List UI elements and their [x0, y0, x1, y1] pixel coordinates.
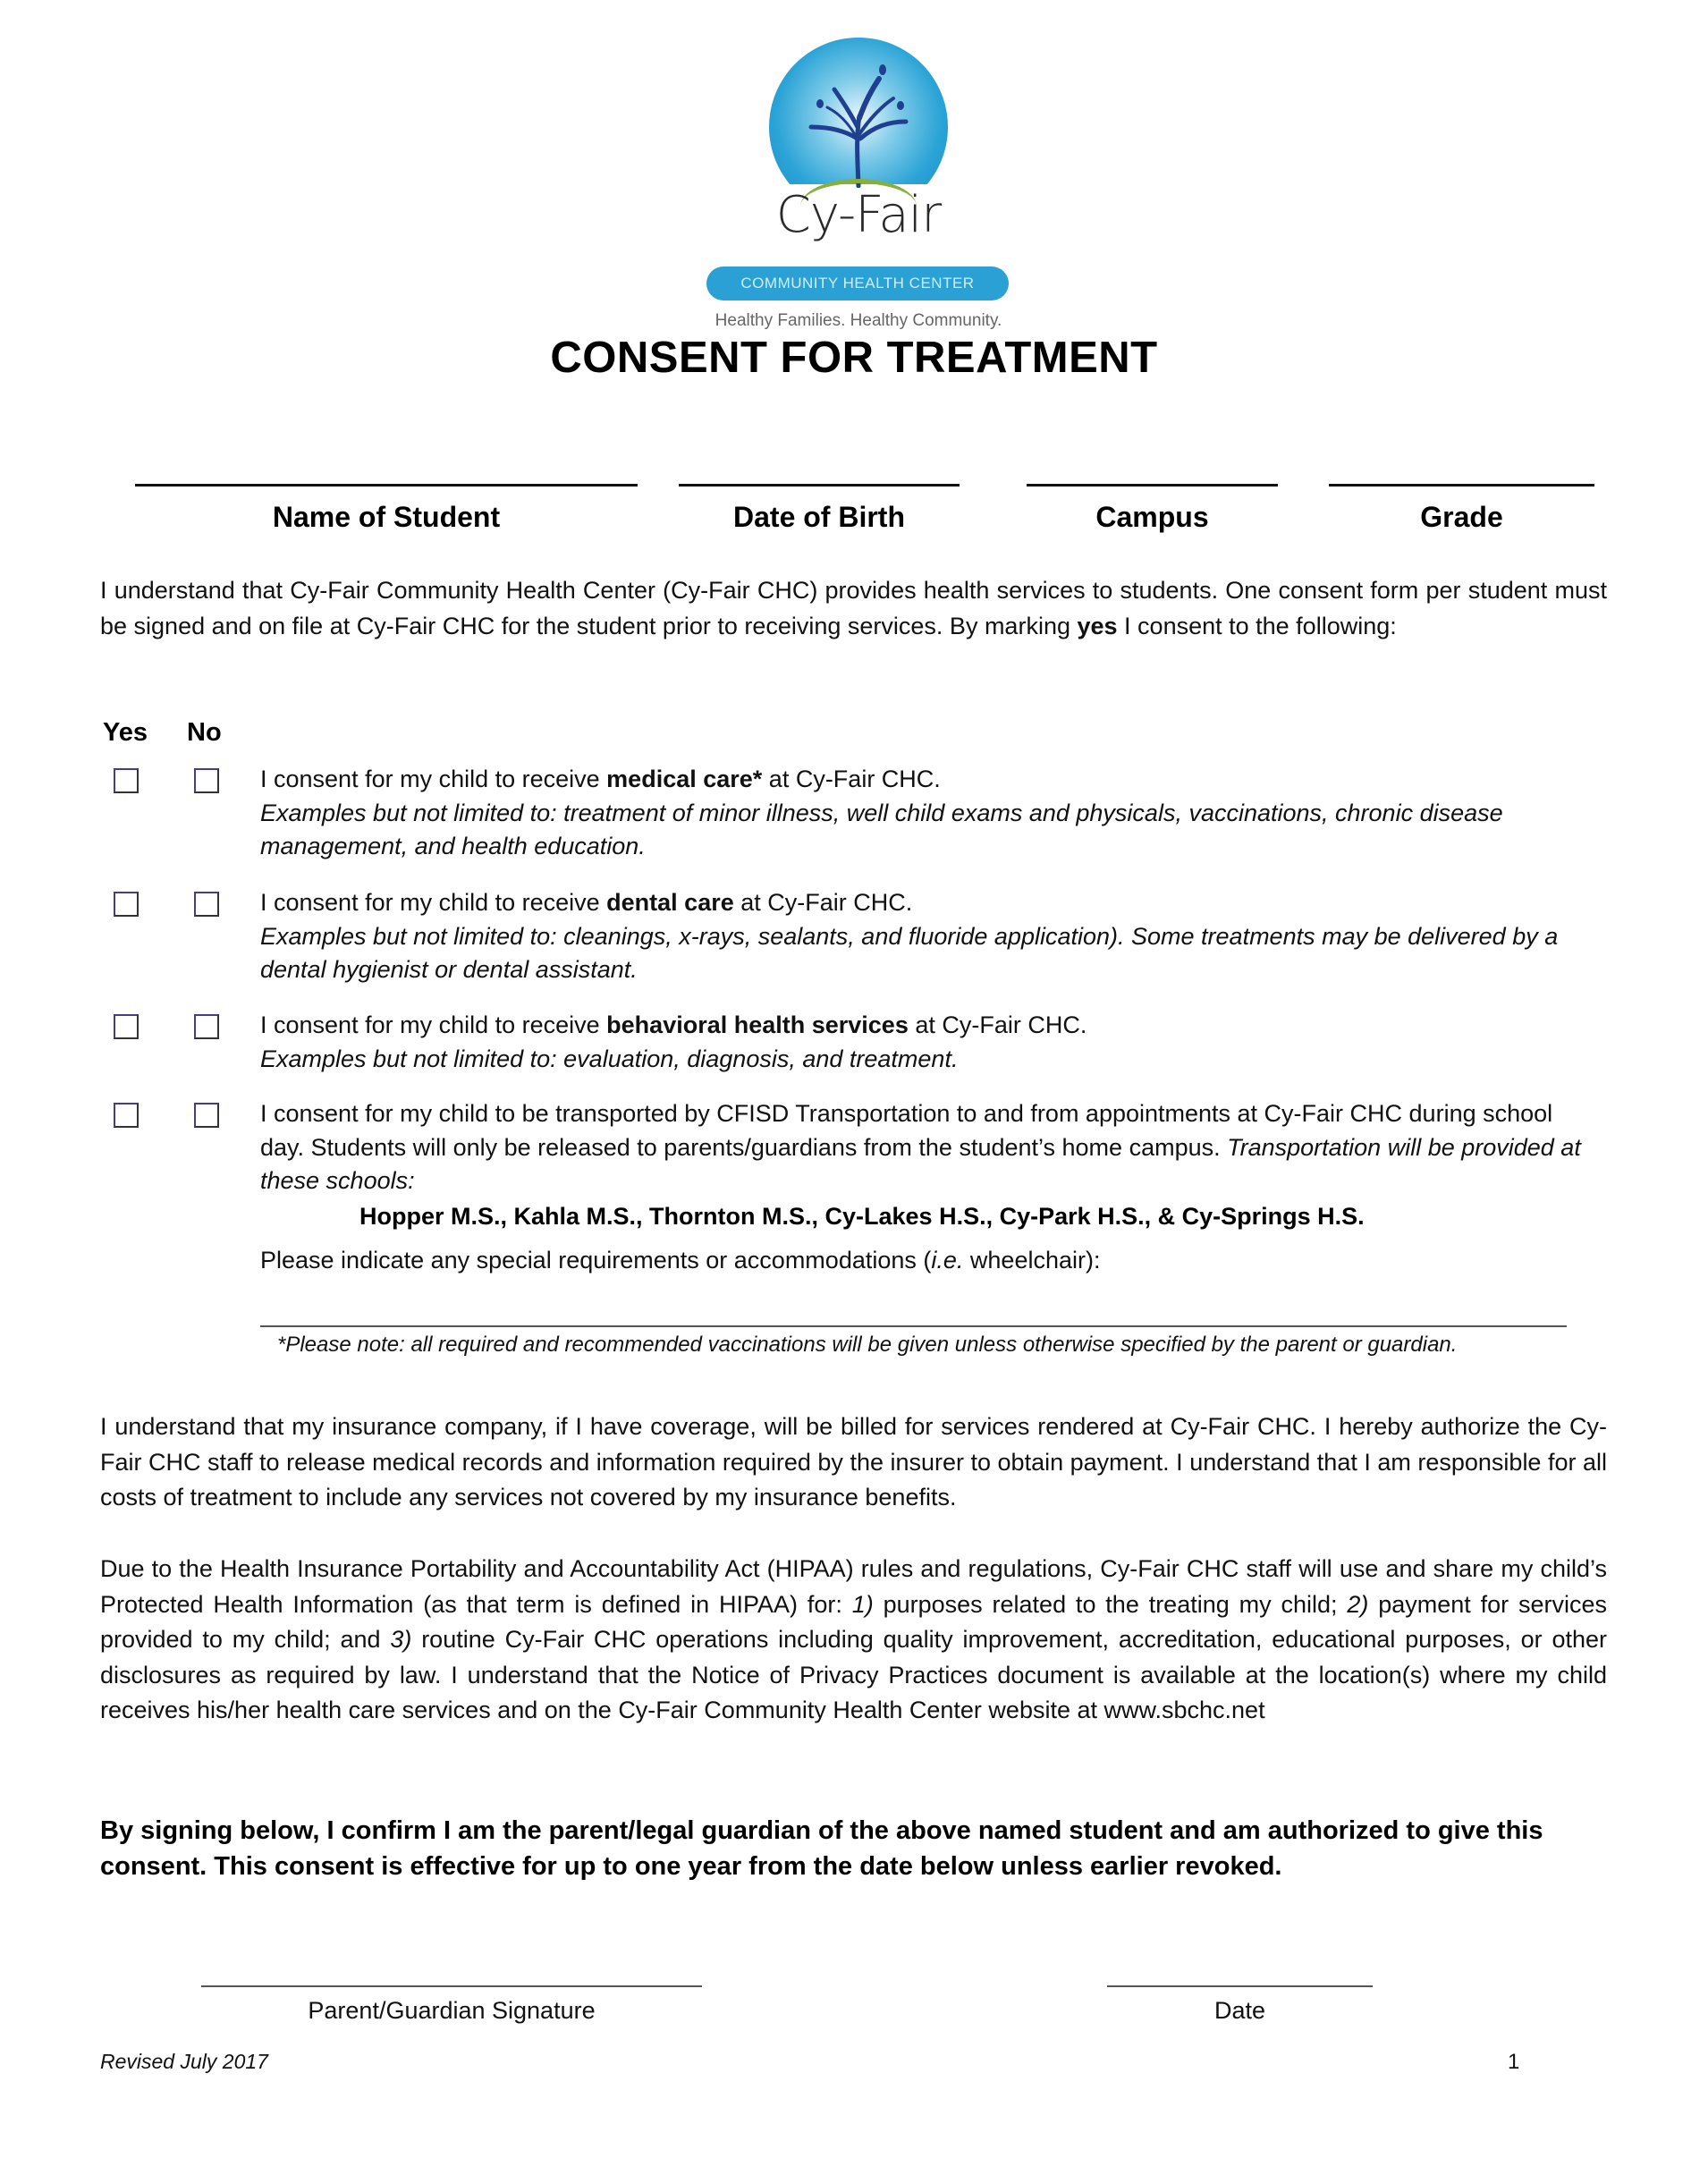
accommodations-ie: i.e.: [931, 1247, 964, 1274]
insurance-paragraph: I understand that my insurance company, if I have coverage, will be billed for services rendered at Cy-Fair CHC. I hereby authorize the Cy-Fair CHC staff to release medical records and information required by the insurer to obtain payment. I understand that I am responsible for all costs of treatment to include any services not covered by my insurance benefits.: [100, 1413, 1607, 1511]
consent-text: I consent for my child to receive: [260, 889, 607, 916]
hipaa-number: 3): [390, 1626, 412, 1653]
consent-text: I consent for my child to receive: [260, 766, 607, 792]
date-of-birth-field[interactable]: [679, 484, 960, 487]
consent-examples: Examples but not limited to: treatment of minor illness, well child exams and physicals, vaccinations, chronic disease management, and health education.: [260, 799, 1503, 859]
logo-subtitle: COMMUNITY HEALTH CENTER: [706, 267, 1009, 300]
campus-label: Campus: [1095, 501, 1209, 533]
hipaa-text: Due to the Health Insurance Portability and Accountability Act (HIPAA) rules and regulations, Cy-Fair CHC staff will use and share my child’s Protected Health Information (as that term is defined in HIPAA) for:: [100, 1555, 1607, 1618]
parent-signature-field[interactable]: [201, 1985, 702, 1987]
grade-field[interactable]: [1329, 484, 1594, 487]
medical-care-yes-checkbox[interactable]: [114, 768, 139, 793]
consent-text: at Cy-Fair CHC.: [733, 889, 913, 916]
hipaa-text: purposes related to the treating my child;: [873, 1590, 1348, 1618]
dental-care-no-checkbox[interactable]: [194, 892, 219, 917]
intro-paragraph: [100, 573, 1607, 644]
intro-text-end: I consent to the following:: [1117, 612, 1397, 639]
consent-bold: dental care: [606, 889, 734, 916]
campus-field[interactable]: [1027, 484, 1278, 487]
behavioral-health-yes-checkbox[interactable]: [114, 1014, 139, 1039]
consent-examples: Examples but not limited to: cleanings, x-rays, sealants, and fluoride application). Some treatments may be delivered by a dental hygienist or dental assistant.: [260, 922, 1559, 983]
student-name-field[interactable]: [135, 484, 638, 487]
student-name-label: Name of Student: [272, 501, 501, 533]
hipaa-number: 2): [1347, 1590, 1369, 1618]
cy-fair-logo: [689, 27, 1028, 330]
behavioral-health-consent: [260, 1009, 1584, 1076]
vaccination-note: *Please note: all required and recommended vaccinations will be given unless otherwise specified by the parent or guardian.: [277, 1333, 1458, 1357]
consent-schools-intro: Transportation will be provided at these schools:: [260, 1133, 1581, 1194]
dental-care-yes-checkbox[interactable]: [114, 892, 139, 917]
accommodations-text: wheelchair):: [963, 1247, 1101, 1274]
yes-column-header: Yes: [103, 718, 148, 747]
transportation-no-checkbox[interactable]: [194, 1103, 219, 1128]
medical-care-no-checkbox[interactable]: [194, 768, 219, 793]
hipaa-number: 1): [851, 1590, 874, 1618]
intro-text: I understand that Cy-Fair Community Health Center (Cy-Fair CHC) provides health services to students. One consent form per student must be signed and on file at Cy-Fair CHC for the student prior to receiving services. By marking: [100, 577, 1607, 639]
page-number: 1: [1508, 2050, 1520, 2074]
transportation-yes-checkbox[interactable]: [114, 1103, 139, 1128]
consent-text: I consent for my child to receive: [260, 1011, 607, 1038]
accommodations-text: Please indicate any special requirements or accommodations (: [260, 1247, 932, 1274]
dental-care-consent: [260, 886, 1584, 987]
signature-date-label: Date: [1213, 1997, 1266, 2024]
consent-examples: Examples but not limited to: evaluation, diagnosis, and treatment.: [260, 1045, 959, 1072]
revision-date: Revised July 2017: [100, 2050, 268, 2073]
guardian-confirmation: By signing below, I confirm I am the parent/legal guardian of the above named student and am authorized to give this consent. This consent is effective for up to one year from the date below unless earlier revoked.: [100, 1816, 1543, 1881]
hipaa-paragraph: [100, 1552, 1607, 1729]
transportation-consent: [260, 1097, 1584, 1198]
date-of-birth-label: Date of Birth: [733, 501, 905, 533]
no-column-header: No: [187, 718, 222, 747]
consent-bold: medical care*: [606, 766, 763, 792]
transportation-schools: Hopper M.S., Kahla M.S., Thornton M.S., Cy-Lakes H.S., Cy-Park H.S., & Cy-Springs H.S.: [359, 1203, 1365, 1230]
consent-text: at Cy-Fair CHC.: [908, 1011, 1087, 1038]
form-title: CONSENT FOR TREATMENT: [550, 334, 1158, 382]
behavioral-health-no-checkbox[interactable]: [194, 1014, 219, 1039]
logo-tagline: Healthy Families. Healthy Community.: [714, 311, 1002, 330]
grade-label: Grade: [1420, 501, 1503, 533]
hipaa-text: routine Cy-Fair CHC operations including quality improvement, accreditation, educational purposes, or other disclosures as required by law. I understand that the Notice of Privacy Practices document is available at the location(s) where my child receives his/her health care services and on the Cy-Fair Community Health Center website at www.sbchc.net: [100, 1626, 1607, 1723]
consent-text: I consent for my child to be transported by CFISD Transportation to and from appointments at Cy-Fair CHC during school day. Students will only be released to parents/guardians from the student’s home campus.: [260, 1100, 1553, 1161]
accommodations-label: [260, 1247, 1100, 1274]
consent-text: at Cy-Fair CHC.: [762, 766, 941, 792]
logo-name: Cy-Fair: [775, 186, 942, 244]
signature-date-field[interactable]: [1107, 1985, 1373, 1987]
hipaa-text: payment for services provided to my child; and: [100, 1590, 1608, 1653]
parent-signature-label: Parent/Guardian Signature: [308, 1997, 596, 2024]
tree-icon: [800, 63, 917, 188]
accommodations-field[interactable]: [260, 1325, 1567, 1327]
consent-bold: behavioral health services: [606, 1011, 909, 1038]
intro-bold-yes: yes: [1077, 612, 1118, 639]
medical-care-consent: [260, 763, 1584, 864]
